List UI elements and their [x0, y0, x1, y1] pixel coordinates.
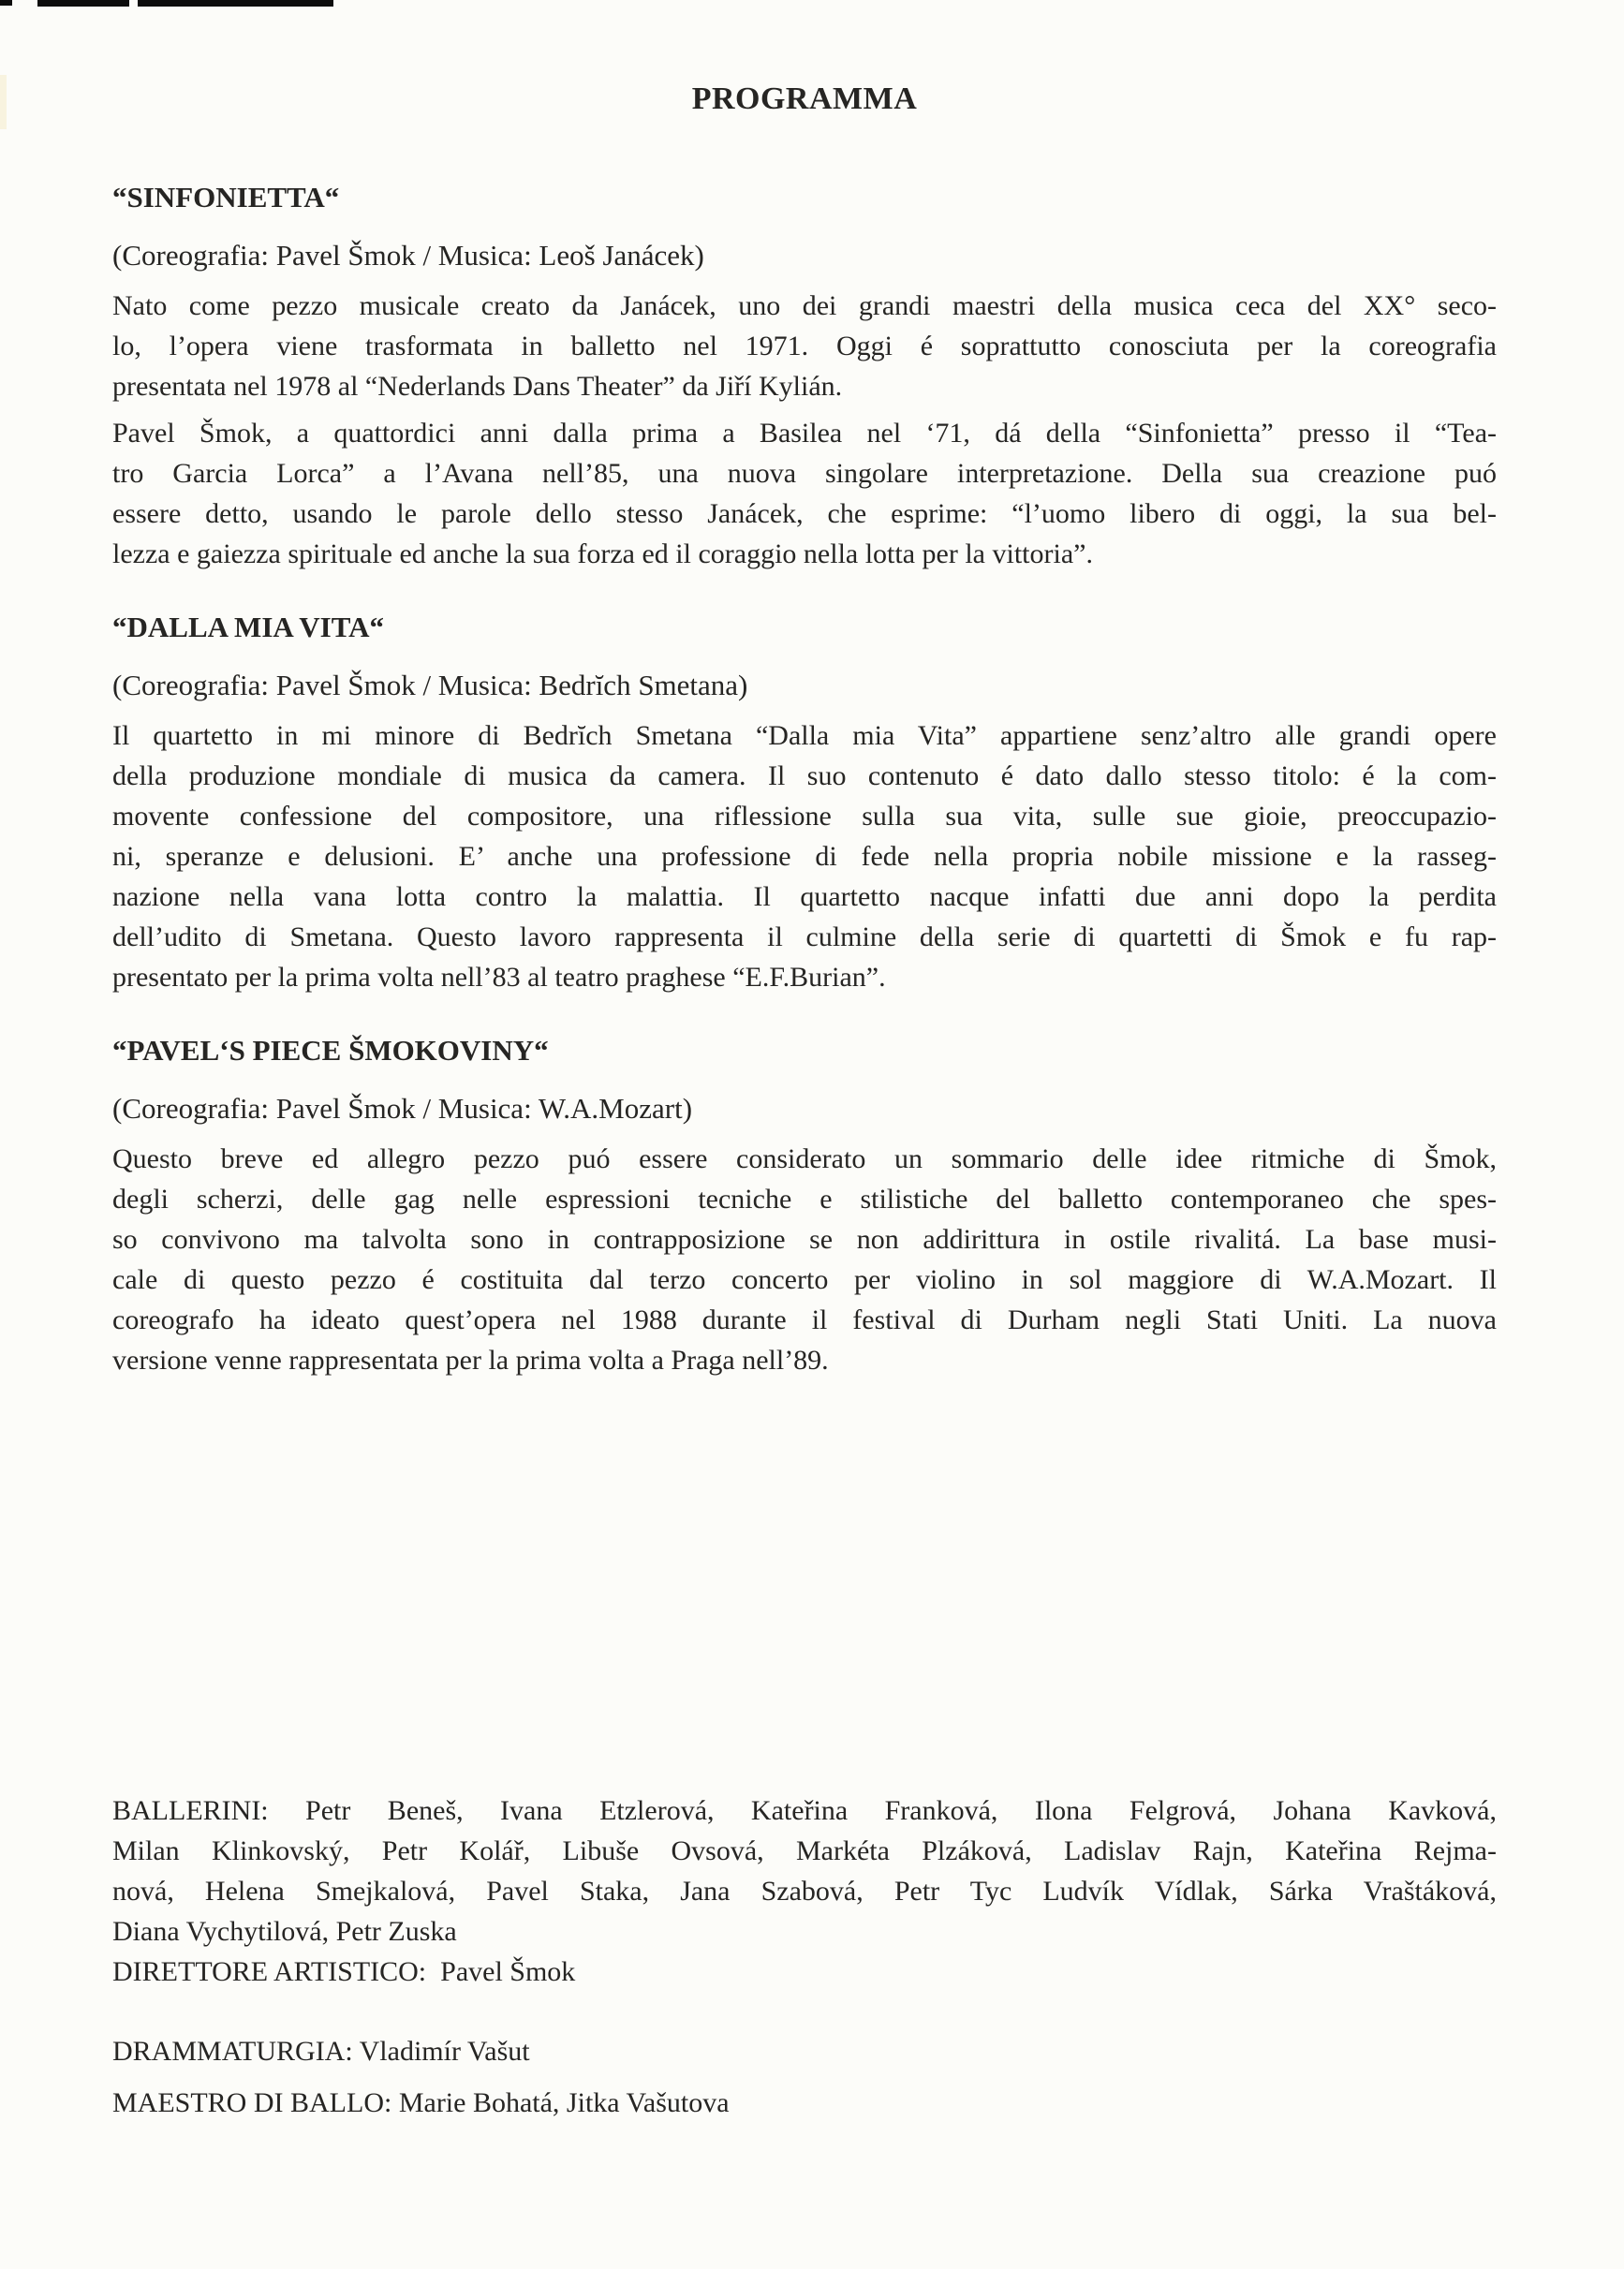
text-line: versione venne rappresentata per la prima volta a Praga nell’89. — [112, 1345, 829, 1376]
roles-block — [112, 1952, 1497, 2123]
role-line: MAESTRO DI BALLO: Marie Bohatá, Jitka Vašutova — [112, 2087, 730, 2118]
section-heading: “PAVEL‘S PIECE ŠMOKOVINY“ — [112, 1034, 549, 1067]
cast-line: Milan Klinkovský, Petr Kolář, Libuše Ovsová, Markéta Plzáková, Ladislav Rajn, Kateřina Rejma- — [112, 1835, 1497, 1866]
cast-line: nová, Helena Smejkalová, Pavel Staka, Jana Szabová, Petr Tyc Ludvík Vídlak, Sárka Vraštáková, — [112, 1876, 1497, 1907]
cast-line: BALLERINI: Petr Beneš, Ivana Etzlerová, Kateřina Franková, Ilona Felgrová, Johana Kavková, — [112, 1795, 1497, 1826]
paragraph — [112, 413, 1497, 574]
scan-artifact-mark — [0, 0, 12, 6]
cast-block — [112, 1790, 1497, 1952]
program-section — [112, 1033, 1497, 1380]
paragraph — [112, 286, 1497, 406]
text-line: Pavel Šmok, a quattordici anni dalla prima a Basilea nel ‘71, dá della “Sinfonietta” presso il “Tea- — [112, 418, 1497, 449]
text-line: della produzione mondiale di musica da camera. Il suo contenuto é dato dallo stesso titolo: é la com- — [112, 760, 1497, 791]
program-section — [112, 180, 1497, 574]
section-credit: (Coreografia: Pavel Šmok / Musica: Bedrĭch Smetana) — [112, 669, 748, 701]
section-credit: (Coreografia: Pavel Šmok / Musica: Leoš Janácek) — [112, 239, 704, 272]
section-credit: (Coreografia: Pavel Šmok / Musica: W.A.Mozart) — [112, 1092, 693, 1125]
role-line: DIRETTORE ARTISTICO: Pavel Šmok — [112, 1956, 576, 1987]
text-line: Il quartetto in mi minore di Bedrĭch Smetana “Dalla mia Vita” appartiene senz’altro alle grandi opere — [112, 720, 1497, 751]
role-line: DRAMMATURGIA: Vladimír Vašut — [112, 2036, 530, 2067]
text-line: cale di questo pezzo é costituita dal terzo concerto per violino in sol maggiore di W.A.Mozart. Il — [112, 1264, 1497, 1295]
text-line: essere detto, usando le parole dello stesso Janácek, che esprime: “l’uomo libero di oggi, la sua bel- — [112, 498, 1497, 529]
text-line: ni, speranze e delusioni. E’ anche una professione di fede nella propria nobile missione e la rasseg- — [112, 841, 1497, 872]
text-line: coreografo ha ideato quest’opera nel 1988 durante il festival di Durham negli Stati Uniti. La nuova — [112, 1304, 1497, 1335]
text-line: movente confessione del compositore, una riflessione sulla sua vita, sulle sue gioie, preoccupazio- — [112, 801, 1497, 832]
text-line: Questo breve ed allegro pezzo puó essere considerato un sommario delle idee ritmiche di Šmok, — [112, 1143, 1497, 1174]
text-line: lo, l’opera viene trasformata in balletto nel 1971. Oggi é soprattutto conosciuta per la coreografia — [112, 331, 1497, 361]
scan-artifact-mark — [0, 75, 7, 129]
text-line: so convivono ma talvolta sono in contrapposizione se non addirittura in ostile rivalitá. La base musi- — [112, 1224, 1497, 1255]
page-title: PROGRAMMA — [691, 81, 918, 116]
program-section — [112, 610, 1497, 997]
text-line: degli scherzi, delle gag nelle espressioni tecniche e stilistiche del balletto contemporaneo che spes- — [112, 1184, 1497, 1215]
cast-line: Diana Vychytilová, Petr Zuska — [112, 1916, 457, 1947]
text-line: Nato come pezzo musicale creato da Janácek, uno dei grandi maestri della musica ceca del XX° seco- — [112, 290, 1497, 321]
text-line: lezza e gaiezza spirituale ed anche la sua forza ed il coraggio nella lotta per la vittoria”. — [112, 538, 1093, 569]
text-line: dell’udito di Smetana. Questo lavoro rappresenta il culmine della serie di quartetti di Šmok e fu rap- — [112, 921, 1497, 952]
text-line: tro Garcia Lorca” a l’Avana nell’85, una nuova singolare interpretazione. Della sua creazione puó — [112, 458, 1497, 489]
paragraph — [112, 1139, 1497, 1380]
section-heading: “DALLA MIA VITA“ — [112, 611, 384, 643]
text-line: nazione nella vana lotta contro la malattia. Il quartetto nacque infatti due anni dopo la perdita — [112, 881, 1497, 912]
text-line: presentata nel 1978 al “Nederlands Dans Theater” da Jiří Kylián. — [112, 371, 843, 402]
paragraph — [112, 715, 1497, 997]
sections — [112, 180, 1497, 1380]
section-heading: “SINFONIETTA“ — [112, 181, 340, 214]
text-line: presentato per la prima volta nell’83 al teatro praghese “E.F.Burian”. — [112, 962, 886, 993]
page-content — [112, 0, 1497, 2123]
